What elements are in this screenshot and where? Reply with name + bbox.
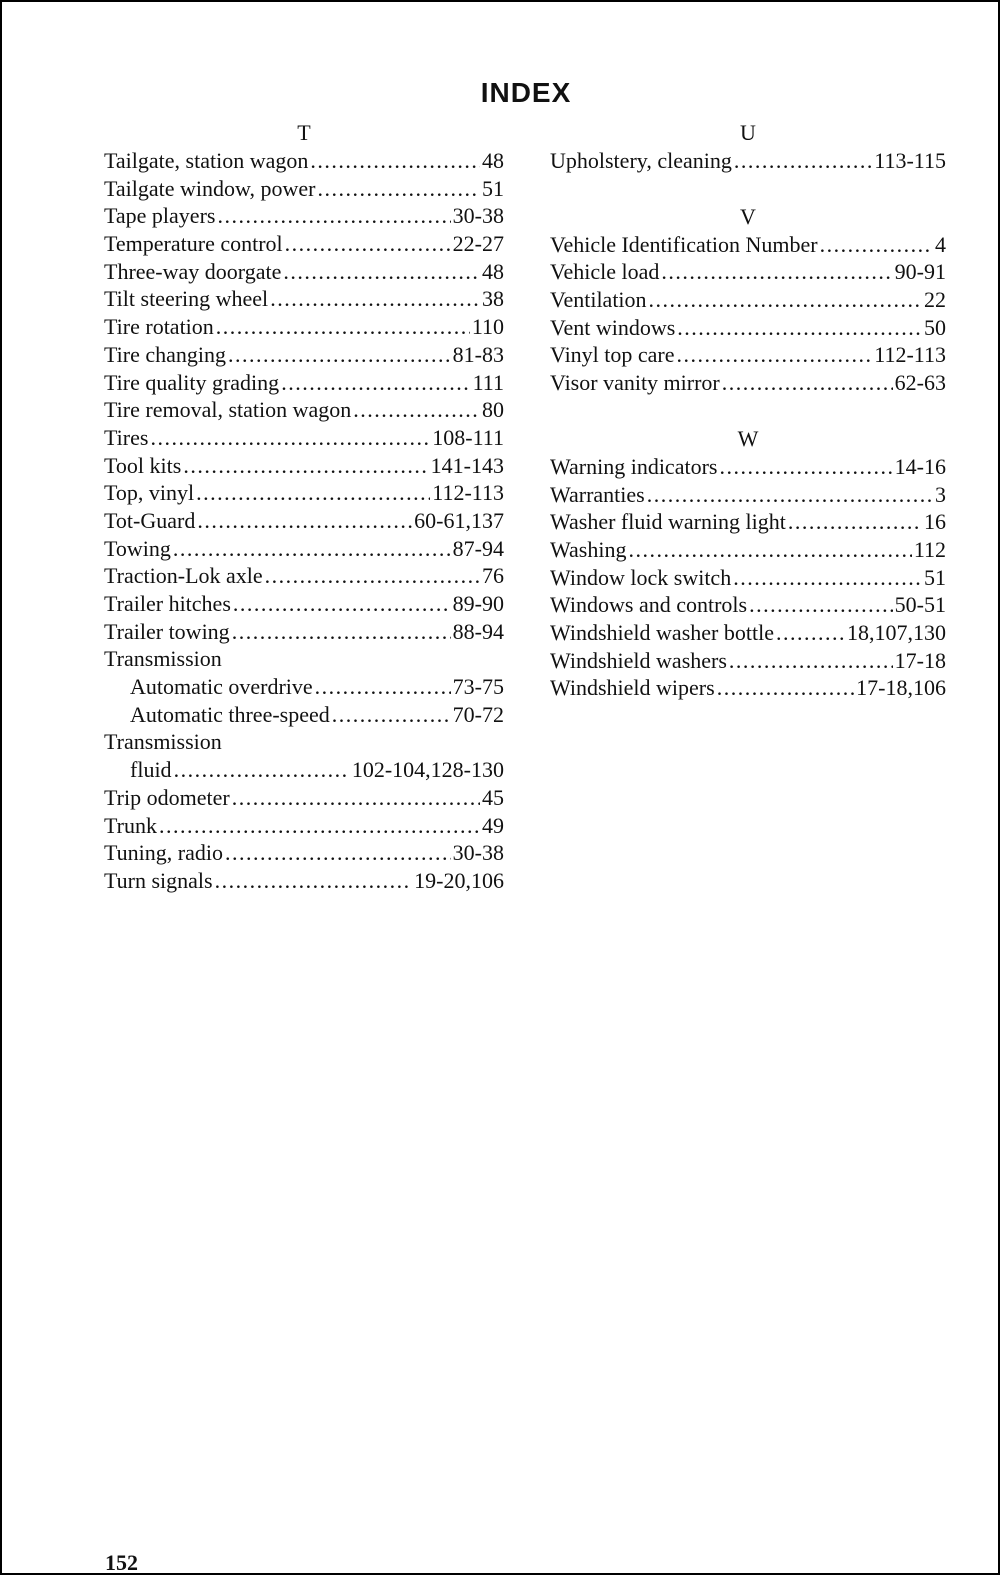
index-entry bbox=[104, 452, 504, 480]
index-page-ref: 49 bbox=[482, 812, 504, 838]
index-entry bbox=[550, 619, 946, 647]
index-term: Ventilation bbox=[550, 287, 647, 313]
index-term: Towing bbox=[104, 535, 171, 561]
index-entry bbox=[550, 341, 946, 369]
index-term: Tuning, radio bbox=[104, 840, 223, 866]
index-term: Trip odometer bbox=[104, 784, 230, 810]
index-term: Washing bbox=[550, 536, 627, 562]
index-page-ref: 30-38 bbox=[452, 840, 504, 866]
index-page-ref: 70-72 bbox=[452, 701, 504, 727]
index-page-ref: 76 bbox=[482, 563, 504, 589]
section-letter: U bbox=[740, 120, 756, 145]
index-entry bbox=[104, 839, 504, 867]
index-page-ref: 22-27 bbox=[452, 231, 504, 257]
index-entry bbox=[550, 647, 946, 675]
dot-leader bbox=[719, 453, 892, 481]
index-term: Windshield washer bottle bbox=[550, 619, 774, 645]
index-entry bbox=[550, 147, 946, 175]
index-term: Automatic overdrive bbox=[130, 674, 313, 700]
index-page-ref: 108-111 bbox=[432, 424, 504, 450]
index-column-left bbox=[104, 119, 504, 895]
dot-leader bbox=[788, 508, 922, 536]
index-page-ref: 38 bbox=[482, 286, 504, 312]
dot-leader bbox=[196, 479, 430, 507]
index-term: Trailer towing bbox=[104, 618, 230, 644]
index-term: Three-way doorgate bbox=[104, 258, 282, 284]
index-page-ref: 62-63 bbox=[894, 370, 946, 396]
dot-leader bbox=[734, 147, 872, 175]
index-term: Warranties bbox=[550, 481, 645, 507]
index-page-ref: 73-75 bbox=[452, 674, 504, 700]
dot-leader bbox=[232, 618, 451, 646]
index-page-ref: 18,107,130 bbox=[847, 619, 946, 645]
index-term: Trunk bbox=[104, 812, 157, 838]
index-term: Upholstery, cleaning bbox=[550, 148, 732, 173]
index-term: fluid bbox=[130, 757, 172, 783]
index-entry bbox=[550, 258, 946, 286]
index-page-ref: 22 bbox=[924, 287, 946, 313]
index-page-ref: 87-94 bbox=[452, 535, 504, 561]
dot-leader bbox=[722, 369, 893, 397]
index-term: Vehicle load bbox=[550, 259, 660, 285]
index-page-ref: 19-20,106 bbox=[414, 867, 504, 893]
index-page-ref: 110 bbox=[471, 314, 504, 340]
index-term: Turn signals bbox=[104, 867, 213, 893]
index-entry bbox=[104, 812, 504, 840]
index-entry bbox=[550, 286, 946, 314]
index-term: Warning indicators bbox=[550, 453, 718, 479]
index-entry bbox=[104, 756, 504, 784]
section-gap bbox=[550, 397, 946, 425]
dot-leader bbox=[281, 369, 470, 397]
index-entry bbox=[550, 481, 946, 509]
dot-leader bbox=[216, 313, 470, 341]
dot-leader bbox=[217, 202, 450, 230]
dot-leader bbox=[776, 619, 845, 647]
dot-leader bbox=[159, 812, 480, 840]
index-entry bbox=[104, 341, 504, 369]
index-subheading: Transmission bbox=[104, 729, 222, 755]
index-entry bbox=[104, 867, 504, 895]
index-entry bbox=[550, 453, 946, 481]
index-term: Tool kits bbox=[104, 452, 182, 478]
dot-leader bbox=[628, 536, 911, 564]
index-page-ref: 102-104,128-130 bbox=[351, 757, 504, 783]
index-entry bbox=[104, 230, 504, 258]
index-entry bbox=[104, 590, 504, 618]
index-term: Windshield washers bbox=[550, 647, 727, 673]
index-entry bbox=[550, 508, 946, 536]
index-term: Vehicle Identification Number bbox=[550, 231, 818, 257]
section-gap bbox=[550, 175, 946, 203]
index-page-ref: 48 bbox=[482, 258, 504, 284]
index-entry bbox=[104, 175, 504, 203]
index-page-ref: 88-94 bbox=[452, 618, 504, 644]
index-page-ref: 45 bbox=[482, 784, 504, 810]
index-page-ref: 50-51 bbox=[894, 592, 946, 618]
index-page-ref: 81-83 bbox=[452, 341, 504, 367]
index-term: Trailer hitches bbox=[104, 591, 231, 616]
dot-leader bbox=[265, 562, 480, 590]
dot-leader bbox=[215, 867, 413, 895]
index-term: Visor vanity mirror bbox=[550, 370, 720, 396]
index-page-ref: 112-113 bbox=[874, 342, 946, 368]
index-page-ref: 14-16 bbox=[894, 453, 946, 479]
index-page-ref: 30-38 bbox=[452, 203, 504, 229]
index-entry bbox=[550, 231, 946, 259]
dot-leader bbox=[283, 258, 480, 286]
dot-leader bbox=[677, 341, 873, 369]
index-term: Top, vinyl bbox=[104, 480, 195, 506]
index-entry bbox=[104, 701, 504, 729]
index-page-ref: 3 bbox=[935, 481, 946, 507]
index-page-ref: 51 bbox=[482, 175, 504, 201]
index-term: Tailgate window, power bbox=[104, 175, 316, 201]
index-term: Tire removal, station wagon bbox=[104, 397, 352, 423]
index-page-ref: 90-91 bbox=[894, 259, 946, 285]
index-term: Washer fluid warning light bbox=[550, 509, 786, 535]
index-page-ref: 16 bbox=[924, 509, 946, 535]
index-term: Tire changing bbox=[104, 341, 227, 367]
index-page-ref: 111 bbox=[472, 369, 504, 395]
dot-leader bbox=[717, 674, 854, 702]
section-letter: W bbox=[737, 425, 759, 451]
index-entry bbox=[104, 535, 504, 563]
dot-leader bbox=[749, 591, 893, 619]
index-term: Tot-Guard bbox=[104, 507, 196, 533]
index-term: Temperature control bbox=[104, 231, 283, 257]
index-entry bbox=[104, 562, 504, 590]
dot-leader bbox=[228, 341, 451, 369]
index-page-ref: 4 bbox=[935, 231, 946, 257]
index-page-ref: 80 bbox=[482, 397, 504, 423]
dot-leader bbox=[233, 590, 451, 618]
index-entry bbox=[104, 507, 504, 535]
index-page-ref: 51 bbox=[924, 564, 946, 590]
dot-leader bbox=[733, 564, 922, 592]
index-term: Windows and controls bbox=[550, 592, 748, 618]
index-term: Traction-Lok axle bbox=[104, 563, 263, 589]
index-page-ref: 50 bbox=[924, 314, 946, 340]
index-page-ref: 17-18 bbox=[894, 647, 946, 673]
index-term: Vinyl top care bbox=[550, 342, 675, 368]
index-page-ref: 112-113 bbox=[432, 480, 504, 506]
dot-leader bbox=[285, 230, 451, 258]
index-entry bbox=[550, 591, 946, 619]
index-page-ref: 89-90 bbox=[452, 591, 504, 616]
page-title: INDEX bbox=[480, 77, 572, 108]
dot-leader bbox=[649, 286, 922, 314]
index-term: Automatic three-speed bbox=[130, 701, 330, 727]
index-entry bbox=[104, 479, 504, 507]
index-term: Tape players bbox=[104, 203, 216, 229]
dot-leader bbox=[310, 147, 480, 175]
dot-leader bbox=[353, 396, 480, 424]
index-entry bbox=[104, 258, 504, 286]
index-page-ref: 17-18,106 bbox=[856, 675, 946, 701]
index-term: Tire quality grading bbox=[104, 369, 280, 395]
dot-leader bbox=[820, 231, 933, 259]
index-entry bbox=[550, 369, 946, 397]
dot-leader bbox=[197, 507, 412, 535]
index-page-ref: 112 bbox=[913, 536, 946, 562]
dot-leader bbox=[174, 756, 350, 784]
index-entry bbox=[104, 202, 504, 230]
dot-leader bbox=[647, 481, 933, 509]
dot-leader bbox=[729, 647, 893, 675]
index-term: Window lock switch bbox=[550, 564, 732, 590]
index-entry bbox=[104, 673, 504, 701]
index-term: Tire rotation bbox=[104, 314, 214, 340]
index-term: Tailgate, station wagon bbox=[104, 148, 309, 173]
index-entry bbox=[104, 424, 504, 452]
index-term: Vent windows bbox=[550, 314, 676, 340]
dot-leader bbox=[270, 285, 480, 313]
dot-leader bbox=[150, 424, 430, 452]
index-entry bbox=[104, 147, 504, 175]
page-number: 152 bbox=[105, 1550, 138, 1575]
index-entry bbox=[104, 784, 504, 812]
dot-leader bbox=[315, 673, 451, 701]
index-entry bbox=[104, 369, 504, 397]
index-term: Tilt steering wheel bbox=[104, 286, 269, 312]
index-entry bbox=[550, 564, 946, 592]
dot-leader bbox=[232, 784, 480, 812]
dot-leader bbox=[183, 452, 428, 480]
index-entry bbox=[104, 618, 504, 646]
index-entry bbox=[104, 396, 504, 424]
index-page-ref: 60-61,137 bbox=[414, 507, 504, 533]
index-term: Windshield wipers bbox=[550, 675, 715, 701]
dot-leader bbox=[332, 701, 451, 729]
index-subheading: Transmission bbox=[104, 646, 222, 672]
dot-leader bbox=[661, 258, 892, 286]
dot-leader bbox=[173, 535, 451, 563]
index-page-ref: 141-143 bbox=[430, 452, 504, 478]
dot-leader bbox=[225, 839, 451, 867]
index-entry bbox=[550, 674, 946, 702]
index-entry bbox=[104, 313, 504, 341]
index-entry bbox=[550, 536, 946, 564]
dot-leader bbox=[317, 175, 480, 203]
index-column-right bbox=[550, 119, 946, 702]
section-letter: V bbox=[740, 203, 756, 229]
index-entry bbox=[550, 314, 946, 342]
index-page-ref: 113-115 bbox=[874, 148, 946, 173]
index-page-ref: 48 bbox=[482, 148, 504, 173]
section-letter: T bbox=[297, 120, 311, 145]
index-entry bbox=[104, 285, 504, 313]
index-term: Tires bbox=[104, 424, 149, 450]
dot-leader bbox=[677, 314, 922, 342]
